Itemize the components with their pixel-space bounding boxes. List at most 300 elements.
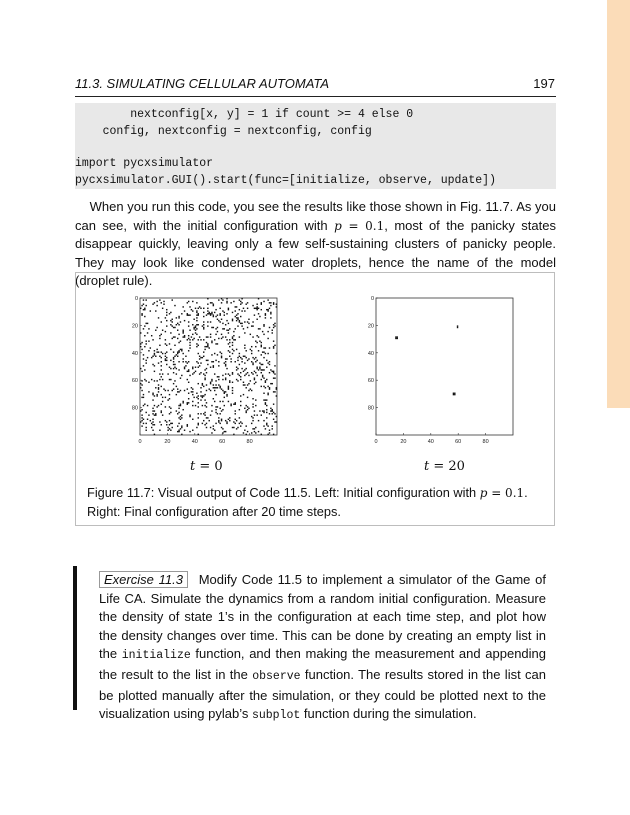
- cell-mark: [196, 393, 197, 394]
- cell-mark: [181, 425, 182, 426]
- cell-mark: [276, 303, 277, 304]
- cell-mark: [154, 353, 155, 354]
- cell-mark: [141, 349, 142, 350]
- cell-mark: [162, 330, 163, 331]
- cell-mark: [213, 316, 214, 317]
- cell-mark: [255, 357, 256, 358]
- cell-mark: [237, 325, 238, 326]
- cell-mark: [176, 368, 177, 369]
- cell-mark: [144, 308, 145, 309]
- cell-mark: [177, 388, 178, 389]
- cell-mark: [141, 371, 142, 372]
- cell-mark: [203, 316, 204, 317]
- cell-mark: [263, 369, 264, 370]
- label-left: t = 0: [190, 459, 223, 474]
- cell-mark: [166, 364, 167, 365]
- cell-mark: [252, 357, 253, 358]
- cell-mark: [173, 336, 174, 337]
- body-text: , most of the panicky states disappear quickly, leaving only a few self-sustaining clusters of panicky people. They may look like condensed water droplets, hence the name of the model (droplet rule).: [75, 217, 556, 289]
- cell-mark: [211, 302, 212, 303]
- cell-mark: [199, 306, 200, 307]
- cell-mark: [259, 328, 260, 329]
- cell-mark: [236, 306, 237, 307]
- cell-mark: [184, 368, 185, 369]
- cell-mark: [222, 401, 223, 402]
- cell-mark: [267, 310, 268, 311]
- cell-mark: [161, 376, 162, 377]
- cell-mark: [195, 325, 196, 326]
- cell-mark: [152, 394, 153, 395]
- cell-mark: [166, 345, 167, 346]
- cell-mark: [204, 349, 205, 350]
- y-tick-label: 80: [367, 405, 374, 412]
- cell-mark: [202, 357, 203, 358]
- cell-mark: [202, 383, 203, 384]
- cell-mark: [233, 427, 234, 428]
- cell-mark: [256, 360, 257, 361]
- cell-mark: [169, 413, 170, 414]
- cell-mark: [151, 379, 152, 380]
- cell-mark: [219, 313, 220, 314]
- cell-mark: [145, 305, 146, 306]
- math-var: p: [334, 218, 342, 233]
- cell-mark: [166, 357, 167, 358]
- cell-mark: [267, 386, 268, 387]
- cell-mark: [263, 334, 264, 335]
- y-tick-label: 20: [131, 323, 138, 330]
- cell-mark: [245, 368, 246, 369]
- cell-mark: [195, 327, 196, 328]
- cell-mark: [395, 338, 396, 339]
- cell-mark: [191, 387, 192, 388]
- cell-mark: [273, 371, 274, 372]
- cell-mark: [273, 391, 274, 392]
- cell-mark: [235, 316, 236, 317]
- cell-mark: [269, 432, 270, 433]
- cell-mark: [196, 397, 197, 398]
- cell-mark: [196, 427, 197, 428]
- cell-mark: [156, 305, 157, 306]
- cell-mark: [152, 303, 153, 304]
- cell-mark: [263, 325, 264, 326]
- cell-mark: [226, 423, 227, 424]
- cell-mark: [218, 376, 219, 377]
- cell-mark: [199, 373, 200, 374]
- cell-mark: [256, 309, 257, 310]
- cell-mark: [247, 327, 248, 328]
- cell-mark: [228, 332, 229, 333]
- cell-mark: [225, 420, 226, 421]
- cell-mark: [182, 331, 183, 332]
- cell-mark: [229, 328, 230, 329]
- cell-mark: [182, 330, 183, 331]
- cell-mark: [226, 394, 227, 395]
- cell-mark: [192, 334, 193, 335]
- cell-mark: [195, 405, 196, 406]
- cell-mark: [237, 317, 238, 318]
- cell-mark: [213, 314, 214, 315]
- cell-mark: [237, 313, 238, 314]
- cell-mark: [222, 328, 223, 329]
- cell-mark: [141, 414, 142, 415]
- cell-mark: [232, 387, 233, 388]
- cell-mark: [263, 377, 264, 378]
- cell-mark: [188, 369, 189, 370]
- cell-mark: [251, 416, 252, 417]
- cell-mark: [241, 361, 242, 362]
- cell-mark: [240, 421, 241, 422]
- cell-mark: [215, 334, 216, 335]
- cell-mark: [236, 367, 237, 368]
- cell-mark: [154, 414, 155, 415]
- cell-mark: [178, 412, 179, 413]
- cell-mark: [161, 365, 162, 366]
- cell-mark: [232, 372, 233, 373]
- cell-mark: [269, 388, 270, 389]
- cell-mark: [224, 314, 225, 315]
- cell-mark: [273, 327, 274, 328]
- cell-mark: [245, 425, 246, 426]
- cell-mark: [148, 414, 149, 415]
- cell-mark: [272, 383, 273, 384]
- cell-mark: [267, 394, 268, 395]
- cell-mark: [172, 427, 173, 428]
- cell-mark: [235, 361, 236, 362]
- cell-mark: [193, 328, 194, 329]
- cell-mark: [273, 412, 274, 413]
- cell-mark: [207, 321, 208, 322]
- cell-mark: [203, 312, 204, 313]
- cell-mark: [237, 380, 238, 381]
- cell-mark: [163, 388, 164, 389]
- cell-mark: [225, 364, 226, 365]
- cell-mark: [167, 399, 168, 400]
- cell-mark: [218, 384, 219, 385]
- cell-mark: [254, 358, 255, 359]
- cell-mark: [261, 369, 262, 370]
- cell-mark: [252, 420, 253, 421]
- cell-mark: [203, 356, 204, 357]
- cell-mark: [266, 399, 267, 400]
- cell-mark: [187, 362, 188, 363]
- cell-mark: [211, 340, 212, 341]
- cell-mark: [262, 376, 263, 377]
- cell-mark: [221, 356, 222, 357]
- cell-mark: [266, 424, 267, 425]
- cell-mark: [191, 336, 192, 337]
- cell-mark: [192, 401, 193, 402]
- cell-mark: [229, 342, 230, 343]
- cell-mark: [166, 314, 167, 315]
- cell-mark: [273, 303, 274, 304]
- cell-mark: [198, 339, 199, 340]
- cell-mark: [152, 410, 153, 411]
- cell-mark: [254, 379, 255, 380]
- cell-mark: [204, 399, 205, 400]
- cell-mark: [224, 405, 225, 406]
- cell-mark: [173, 361, 174, 362]
- cell-mark: [274, 377, 275, 378]
- cell-mark: [170, 423, 171, 424]
- cell-mark: [250, 388, 251, 389]
- cell-mark: [155, 387, 156, 388]
- cell-mark: [144, 309, 145, 310]
- cell-mark: [254, 308, 255, 309]
- cell-mark: [166, 325, 167, 326]
- cell-mark: [210, 314, 211, 315]
- cell-mark: [254, 414, 255, 415]
- cell-mark: [174, 327, 175, 328]
- cell-mark: [187, 402, 188, 403]
- cell-mark: [261, 414, 262, 415]
- cell-mark: [263, 399, 264, 400]
- cell-mark: [225, 391, 226, 392]
- cell-mark: [188, 393, 189, 394]
- cell-mark: [213, 398, 214, 399]
- cell-mark: [267, 425, 268, 426]
- cell-mark: [265, 380, 266, 381]
- cell-mark: [209, 347, 210, 348]
- cell-mark: [140, 308, 141, 309]
- cell-mark: [254, 428, 255, 429]
- cell-mark: [147, 332, 148, 333]
- cell-mark: [210, 390, 211, 391]
- cell-mark: [141, 425, 142, 426]
- cell-mark: [217, 314, 218, 315]
- cell-mark: [161, 361, 162, 362]
- cell-mark: [207, 308, 208, 309]
- cell-mark: [198, 314, 199, 315]
- cell-mark: [159, 338, 160, 339]
- cell-mark: [214, 373, 215, 374]
- cell-mark: [178, 334, 179, 335]
- cell-mark: [170, 368, 171, 369]
- cell-mark: [193, 327, 194, 328]
- cell-mark: [189, 342, 190, 343]
- cell-mark: [154, 405, 155, 406]
- y-tick-label: 40: [367, 350, 374, 357]
- cell-mark: [225, 358, 226, 359]
- cell-mark: [267, 353, 268, 354]
- cell-mark: [207, 325, 208, 326]
- cell-mark: [151, 335, 152, 336]
- cell-mark: [245, 373, 246, 374]
- cell-mark: [170, 332, 171, 333]
- cell-mark: [217, 387, 218, 388]
- cell-mark: [226, 368, 227, 369]
- cell-mark: [228, 387, 229, 388]
- cell-mark: [263, 420, 264, 421]
- cell-mark: [221, 302, 222, 303]
- cell-mark: [221, 420, 222, 421]
- cell-mark: [210, 313, 211, 314]
- plot-frame: [376, 298, 513, 435]
- cell-mark: [243, 371, 244, 372]
- cell-mark: [240, 323, 241, 324]
- cell-mark: [210, 367, 211, 368]
- cell-mark: [176, 394, 177, 395]
- cell-mark: [243, 432, 244, 433]
- cell-mark: [156, 395, 157, 396]
- cell-mark: [206, 390, 207, 391]
- cell-mark: [204, 394, 205, 395]
- cell-mark: [276, 421, 277, 422]
- cell-mark: [169, 313, 170, 314]
- cell-mark: [207, 346, 208, 347]
- cell-mark: [199, 356, 200, 357]
- cell-mark: [255, 382, 256, 383]
- cell-mark: [255, 427, 256, 428]
- cell-mark: [141, 314, 142, 315]
- cell-mark: [252, 362, 253, 363]
- cell-mark: [243, 394, 244, 395]
- cell-mark: [270, 369, 271, 370]
- cell-mark: [221, 427, 222, 428]
- cell-mark: [174, 305, 175, 306]
- cell-mark: [240, 376, 241, 377]
- cell-mark: [182, 336, 183, 337]
- cell-mark: [213, 367, 214, 368]
- cell-mark: [210, 336, 211, 337]
- cell-mark: [255, 308, 256, 309]
- cell-mark: [258, 431, 259, 432]
- cell-mark: [170, 412, 171, 413]
- cell-mark: [156, 351, 157, 352]
- cell-mark: [181, 417, 182, 418]
- cell-mark: [170, 360, 171, 361]
- cell-mark: [180, 405, 181, 406]
- cell-mark: [267, 393, 268, 394]
- cell-mark: [221, 334, 222, 335]
- cell-mark: [266, 412, 267, 413]
- cell-mark: [203, 420, 204, 421]
- x-tick-label: 60: [219, 439, 226, 445]
- cell-mark: [166, 351, 167, 352]
- cell-mark: [161, 410, 162, 411]
- cell-mark: [272, 425, 273, 426]
- cell-mark: [195, 308, 196, 309]
- cell-mark: [154, 434, 155, 435]
- cell-mark: [204, 379, 205, 380]
- cell-mark: [198, 398, 199, 399]
- cell-mark: [237, 319, 238, 320]
- cell-mark: [141, 384, 142, 385]
- cell-mark: [213, 327, 214, 328]
- cell-mark: [232, 338, 233, 339]
- cell-mark: [176, 410, 177, 411]
- cell-mark: [202, 384, 203, 385]
- cell-mark: [230, 361, 231, 362]
- cell-mark: [189, 314, 190, 315]
- cell-mark: [274, 365, 275, 366]
- cell-mark: [143, 309, 144, 310]
- cell-mark: [172, 423, 173, 424]
- cell-mark: [259, 410, 260, 411]
- cell-mark: [254, 371, 255, 372]
- cell-mark: [207, 360, 208, 361]
- cell-mark: [187, 339, 188, 340]
- cell-mark: [222, 336, 223, 337]
- cell-mark: [274, 325, 275, 326]
- cell-mark: [207, 417, 208, 418]
- cell-mark: [185, 365, 186, 366]
- cell-mark: [267, 309, 268, 310]
- cell-mark: [189, 345, 190, 346]
- cell-mark: [265, 428, 266, 429]
- cell-mark: [235, 328, 236, 329]
- cell-mark: [252, 364, 253, 365]
- cell-mark: [182, 306, 183, 307]
- cell-mark: [217, 343, 218, 344]
- cell-mark: [225, 365, 226, 366]
- cell-mark: [263, 324, 264, 325]
- cell-mark: [215, 309, 216, 310]
- cell-mark: [270, 408, 271, 409]
- cell-mark: [140, 410, 141, 411]
- cell-mark: [247, 321, 248, 322]
- cell-mark: [170, 408, 171, 409]
- cell-mark: [239, 375, 240, 376]
- cell-mark: [218, 299, 219, 300]
- cell-mark: [156, 406, 157, 407]
- cell-mark: [241, 298, 242, 299]
- cell-mark: [217, 406, 218, 407]
- cell-mark: [170, 349, 171, 350]
- cell-mark: [273, 324, 274, 325]
- cell-mark: [276, 306, 277, 307]
- cell-mark: [178, 369, 179, 370]
- cell-mark: [251, 346, 252, 347]
- cell-mark: [214, 390, 215, 391]
- cell-mark: [215, 406, 216, 407]
- cell-mark: [185, 356, 186, 357]
- cell-mark: [226, 320, 227, 321]
- cell-mark: [233, 301, 234, 302]
- cell-mark: [269, 413, 270, 414]
- cell-mark: [173, 383, 174, 384]
- cell-mark: [195, 330, 196, 331]
- cell-mark: [258, 336, 259, 337]
- cell-mark: [226, 301, 227, 302]
- cell-mark: [245, 357, 246, 358]
- cell-mark: [159, 430, 160, 431]
- cell-mark: [217, 331, 218, 332]
- cell-mark: [263, 393, 264, 394]
- cell-mark: [237, 373, 238, 374]
- cell-mark: [254, 314, 255, 315]
- cell-mark: [229, 351, 230, 352]
- cell-mark: [145, 323, 146, 324]
- cell-mark: [144, 316, 145, 317]
- math-value: = 0.1: [341, 218, 385, 233]
- cell-mark: [178, 430, 179, 431]
- cell-mark: [239, 353, 240, 354]
- cell-mark: [167, 430, 168, 431]
- cell-mark: [196, 324, 197, 325]
- cell-mark: [252, 321, 253, 322]
- cell-mark: [188, 314, 189, 315]
- cell-mark: [144, 369, 145, 370]
- code-line: import pycxsimulator: [75, 157, 214, 170]
- cell-mark: [258, 298, 259, 299]
- cell-mark: [240, 301, 241, 302]
- cell-mark: [141, 390, 142, 391]
- cell-mark: [262, 369, 263, 370]
- cell-mark: [207, 343, 208, 344]
- cell-mark: [188, 325, 189, 326]
- cell-mark: [147, 323, 148, 324]
- cell-mark: [269, 387, 270, 388]
